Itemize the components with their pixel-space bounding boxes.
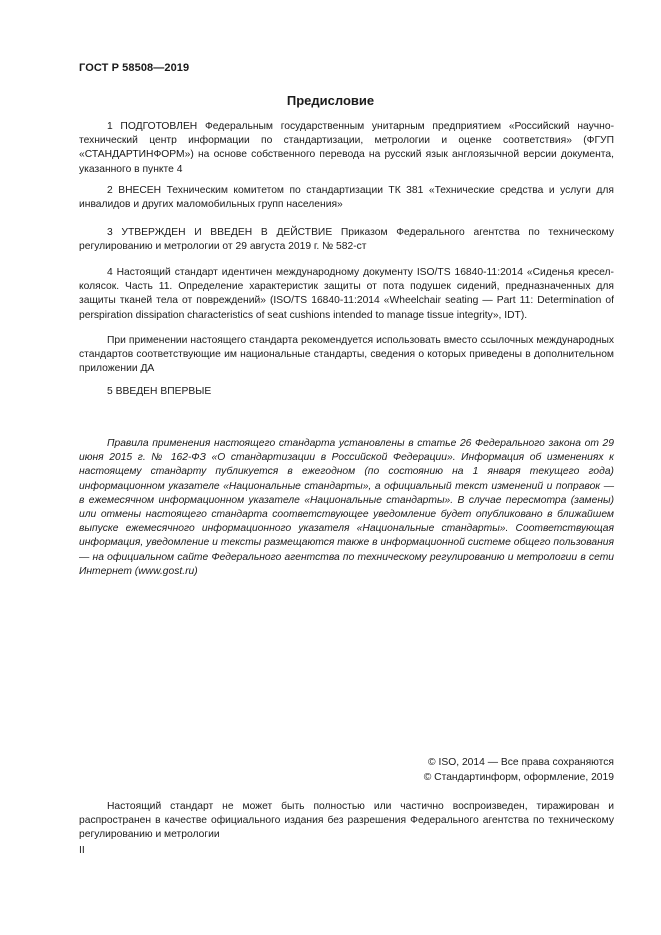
page-title: Предисловие <box>286 93 375 108</box>
paragraph-5: 5 ВВЕДЕН ВПЕРВЫЕ <box>107 386 212 397</box>
paragraph-3: 3 УТВЕРЖДЕН И ВВЕДЕН В ДЕЙСТВИЕ Приказом Федерального агентства по техническому регулированию и метрологии от 29 августа 2019 г. № 582-ст <box>79 227 614 253</box>
rules-paragraph: Правила применения настоящего стандарта установлены в статье 26 Федерального закона от 29 июня 2015 г. № 162-ФЗ «О стандартизации в Российской Федерации». Информация об изменениях к настоящему стандарту публикуется в ежегодном (по состоянию на 1 января текущего года) информационном указателе «Национальные стандарты», а официальный текст изменений и поправок — в ежемесячном информационном указателе «Национальные стандарты». В случае пересмотра (замены) или отмены настоящего стандарта соответствующее уведомление будет опубликовано в ближайшем выпуске ежемесячного информационного указателя «Национальные стандарты». Соответствующая информация, уведомление и тексты размещаются также в информационной системе общего пользования — на официальном сайте Федерального агентства по техническому регулированию и метрологии в сети Интернет (www.gost.ru) <box>79 438 614 577</box>
standard-code: ГОСТ Р 58508—2019 <box>79 62 190 74</box>
paragraph-4-note: При применении настоящего стандарта рекомендуется использовать вместо ссылочных международных стандартов соответствующие им национальные стандарты, сведения о которых приведены в дополнительном приложении ДА <box>79 335 614 375</box>
reproduction-notice: Настоящий стандарт не может быть полностью или частично воспроизведен, тиражирован и распространен в качестве официального издания без разрешения Федерального агентства по техническому регулированию и метрологии <box>79 801 614 841</box>
paragraph-2: 2 ВНЕСЕН Техническим комитетом по стандартизации ТК 381 «Технические средства и услуги для инвалидов и других маломобильных групп населения» <box>79 185 614 211</box>
paragraph-4: 4 Настоящий стандарт идентичен международному документу ISO/TS 16840-11:2014 «Сиденья кресел-колясок. Часть 11. Определение характеристик защиты от пота подушек сидений, предназначенных для защиты тканей тела от повреждений» (ISO/TS 16840-11:2014 «Wheelchair seating — Part 11: Determination of perspiration dissipation characteristics of seat cushions intended to manage tissue integrity», IDT). <box>79 267 614 321</box>
copyright-standartinform: © Стандартинформ, оформление, 2019 <box>423 772 614 783</box>
page-number: II <box>79 845 85 856</box>
copyright-iso: © ISO, 2014 — Все права сохраняются <box>428 757 614 768</box>
paragraph-1: 1 ПОДГОТОВЛЕН Федеральным государственным унитарным предприятием «Российский научно-технический центр информации по стандартизации, метрологии и оценке соответствия» (ФГУП «СТАНДАРТИНФОРМ») на основе собственного перевода на русский язык англоязычной версии документа, указанного в пункте 4 <box>79 121 614 175</box>
